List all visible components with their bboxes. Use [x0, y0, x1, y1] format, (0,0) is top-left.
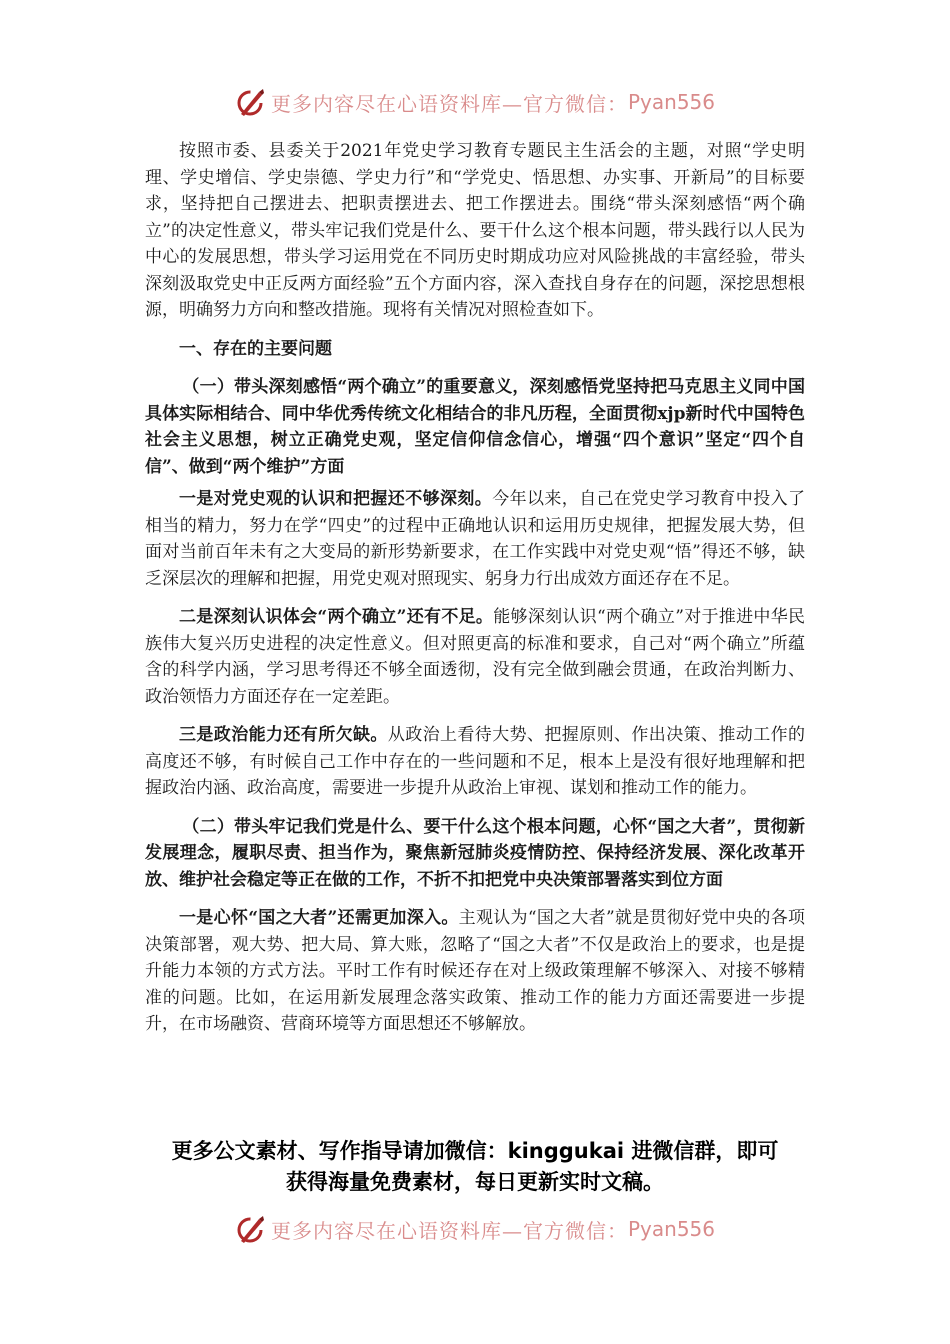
point-text: 主观认为“国之大者”就是贯彻好党中央的各项决策部署，观大势、把大局、算大账，忽略了“国之大者”不仅是政治上的要求，也是提升能力本领的方式方法。平时工作有时候还存在对上级政策理解不够深入、对接不够精准的问题。比如，在运用新发展理念落实政策、推动工作的能力方面还需要进一步提升，在市场融资、营商环境等方面思想还不够解放。 [145, 908, 805, 1034]
point-paragraph-4 [145, 905, 805, 1038]
document-body [145, 138, 805, 1038]
point-paragraph-3 [145, 722, 805, 802]
banner-wechat-id: Pyan556 [627, 1217, 715, 1241]
pen-swirl-logo-icon [235, 1213, 267, 1245]
point-text: 今年以来，自己在党史学习教育中投入了相当的精力，努力在学“四史”的过程中正确地认识和运用历史规律，把握发展大势，但面对当前百年未有之大变局的新形势新要求，在工作实践中对党史观“悟”得还不够，缺乏深层次的理解和把握，用党史观对照现实、躬身力行出成效方面还存在不足。 [145, 489, 806, 589]
point-paragraph-1 [145, 486, 805, 592]
footer-advert [120, 1136, 830, 1198]
banner-text: 更多内容尽在心语资料库—官方微信： [270, 91, 628, 116]
footer-advert-line-2: 获得海量免费素材，每日更新实时文稿。 [286, 1170, 664, 1194]
subsection-heading-1: （一）带头深刻感悟“两个确立”的重要意义，深刻感悟党坚持把马克思主义同中国具体实际相结合、同中华优秀传统文化相结合的非凡历程，全面贯彻xjp新时代中国特色社会主义思想，树立正确党史观，坚定信仰信念信心，增强“四个意识”坚定“四个自信”、做到“两个维护”方面 [145, 377, 805, 477]
point-lead: 三是政治能力还有所欠缺。 [179, 725, 388, 745]
point-paragraph-2 [145, 604, 805, 710]
point-lead: 二是深刻认识体会“两个确立”还有不足。 [179, 607, 494, 627]
footer-banner [0, 1209, 950, 1249]
banner-wechat-id: Pyan556 [627, 90, 715, 114]
point-text: 从政治上看待大势、把握原则、作出决策、推动工作的高度还不够，有时候自己工作中存在的一些问题和不足，根本上是没有很好地理解和把握政治内涵、政治高度，需要进一步提升从政治上审视、谋划和推动工作的能力。 [145, 725, 806, 798]
banner-text: 更多内容尽在心语资料库—官方微信： [270, 1218, 628, 1243]
point-lead: 一是心怀“国之大者”还需更加深入。 [179, 908, 459, 928]
subsection-heading-2: （二）带头牢记我们党是什么、要干什么这个根本问题，心怀“国之大者”，贯彻新发展理念，履职尽责、担当作为，聚焦新冠肺炎疫情防控、保持经济发展、深化改革开放、维护社会稳定等正在做的工作，不折不扣把党中央决策部署落实到位方面 [145, 816, 805, 890]
intro-paragraph: 按照市委、县委关于2021年党史学习教育专题民主生活会的主题，对照“学史明理、学史增信、学史崇德、学史力行”和“学党史、悟思想、办实事、开新局”的目标要求，坚持把自己摆进去、把职责摆进去、把工作摆进去。围绕“带头深刻感悟“两个确立”的决定性意义，带头牢记我们党是什么、要干什么这个根本问题，带头践行以人民为中心的发展思想，带头学习运用党在不同历史时期成功应对风险挑战的丰富经验，带头深刻汲取党史中正反两方面经验”五个方面内容，深入查找自身存在的问题，深挖思想根源，明确努力方向和整改措施。现将有关情况对照检查如下。 [145, 141, 805, 320]
point-lead: 一是对党史观的认识和把握还不够深刻。 [179, 489, 493, 509]
section-heading: 一、存在的主要问题 [179, 338, 332, 359]
point-text: 能够深刻认识“两个确立”对于推进中华民族伟大复兴历史进程的决定性意义。但对照更高的标准和要求，自己对“两个确立”所蕴含的科学内涵，学习思考得还不够全面透彻，没有完全做到融会贯通，在政治判断力、政治领悟力方面还存在一定差距。 [145, 607, 805, 707]
pen-swirl-logo-icon [235, 86, 267, 118]
header-banner [0, 82, 950, 122]
footer-advert-line-1: 更多公文素材、写作指导请加微信：kinggukai 进微信群，即可 [171, 1139, 779, 1163]
